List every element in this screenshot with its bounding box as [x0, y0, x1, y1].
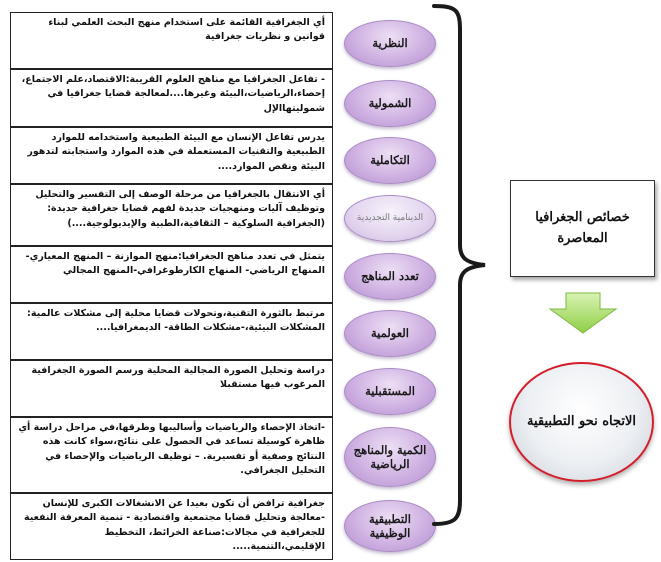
- result-title: الاتجاه نحو التطبيقية: [526, 413, 637, 429]
- oval-globalism: [344, 310, 436, 357]
- description-multiple-methods: يتمثل في تعدد مناهج الجغرافيا:منهج الموازنة – المنهج المعياري-المنهاج الرياضي- المنهاج الكارطوغرافي-المنهج المجالي: [10, 246, 333, 303]
- down-arrow-icon: [548, 291, 618, 335]
- oval-label: الدينامية التجديدية: [356, 212, 424, 223]
- oval-label: الكمية والمناهج الرياضية: [353, 442, 427, 471]
- oval-integrative: [344, 137, 436, 184]
- description-dynamic: أي الانتقال بالجغرافيا من مرحلة الوصف إلى التفسير والتحليل وتوظيف آليات ومنهجيات جديدة لفهم قضايا جغرافية جديدة:(الجغرافية السلوكية – الثقافية،الطبية والإيديولوجية....): [10, 184, 333, 246]
- oval-label: النظرية: [372, 36, 408, 51]
- oval-multiple-methods: [344, 253, 436, 300]
- oval-quantitative: [344, 427, 436, 487]
- oval-futurism: [344, 368, 436, 415]
- description-globalism: مرتبط بالثورة التقنية،وتحولات قضايا محلية إلى مشكلات عالمية: المشكلات البيئية،-مشكلات الطاقة- الديمغرافيا....: [10, 303, 333, 360]
- description-comprehensive: - تفاعل الجغرافيا مع مناهج العلوم القريبة:الاقتصاد،علم الاجتماع، إحصاء،الرياضيات،البيئة وغيرها....لمعالجة قضايا جغرافيا في شموليتهاالإل: [10, 69, 333, 127]
- oval-label: التطبيقية الوظيفية: [369, 511, 411, 540]
- oval-theoretical: [344, 20, 436, 67]
- oval-label: الشمولية: [368, 96, 412, 111]
- oval-label: التكاملية: [370, 153, 410, 168]
- oval-comprehensive: [344, 80, 436, 127]
- description-integrative: يدرس تفاعل الإنسان مع البيئة الطبيعية واستخدامه للموارد الطبيعية والتقنيات المستعملة في هذه الموارد واستجابته لتدهور البيئة ونقص الموارد....: [10, 127, 333, 184]
- curly-brace: [430, 0, 510, 562]
- main-box-title: خصائص الجغرافيا المعاصرة: [535, 209, 630, 246]
- oval-label: المستقبلية: [365, 384, 415, 399]
- description-theoretical: أي الجغرافية القائمة على استخدام منهج البحث العلمي لبناء قوانين و نظريات جغرافية: [10, 12, 333, 69]
- description-quantitative: -اتخاذ الإحصاء والرياضيات وأساليبها وطرقها،في مراحل دراسة أي ظاهرة كوسيلة تساعد في الحصول على نتائج،سواء كانت هذه النتائج وصفية أو تفسيرية. – توظيف الرياضيات والإحصاء في التحليل الجغرافي.: [10, 417, 333, 493]
- applied-direction-oval: [509, 362, 654, 482]
- oval-label: العولمية: [371, 326, 409, 341]
- oval-dynamic: [344, 195, 436, 242]
- description-futurism: دراسة وتحليل الصورة المجالية المحلية ورسم الصورة الجغرافية المرغوب فيها مستقبلا: [10, 360, 333, 417]
- oval-label: تعدد المناهج: [361, 269, 419, 284]
- description-applied: جغرافية ترافض أن تكون بعيدا عن الانشغالات الكبرى للإنسان -معالجة وتحليل قضايا مجتمعية واقتصادية - تنمية المعرفة النفعية للجغرافية في مجالات:صناعة الخرائط، التخطيط الإقليمي،التنمية.....: [10, 493, 333, 560]
- main-characteristics-box: [510, 180, 655, 277]
- oval-applied: [344, 500, 436, 552]
